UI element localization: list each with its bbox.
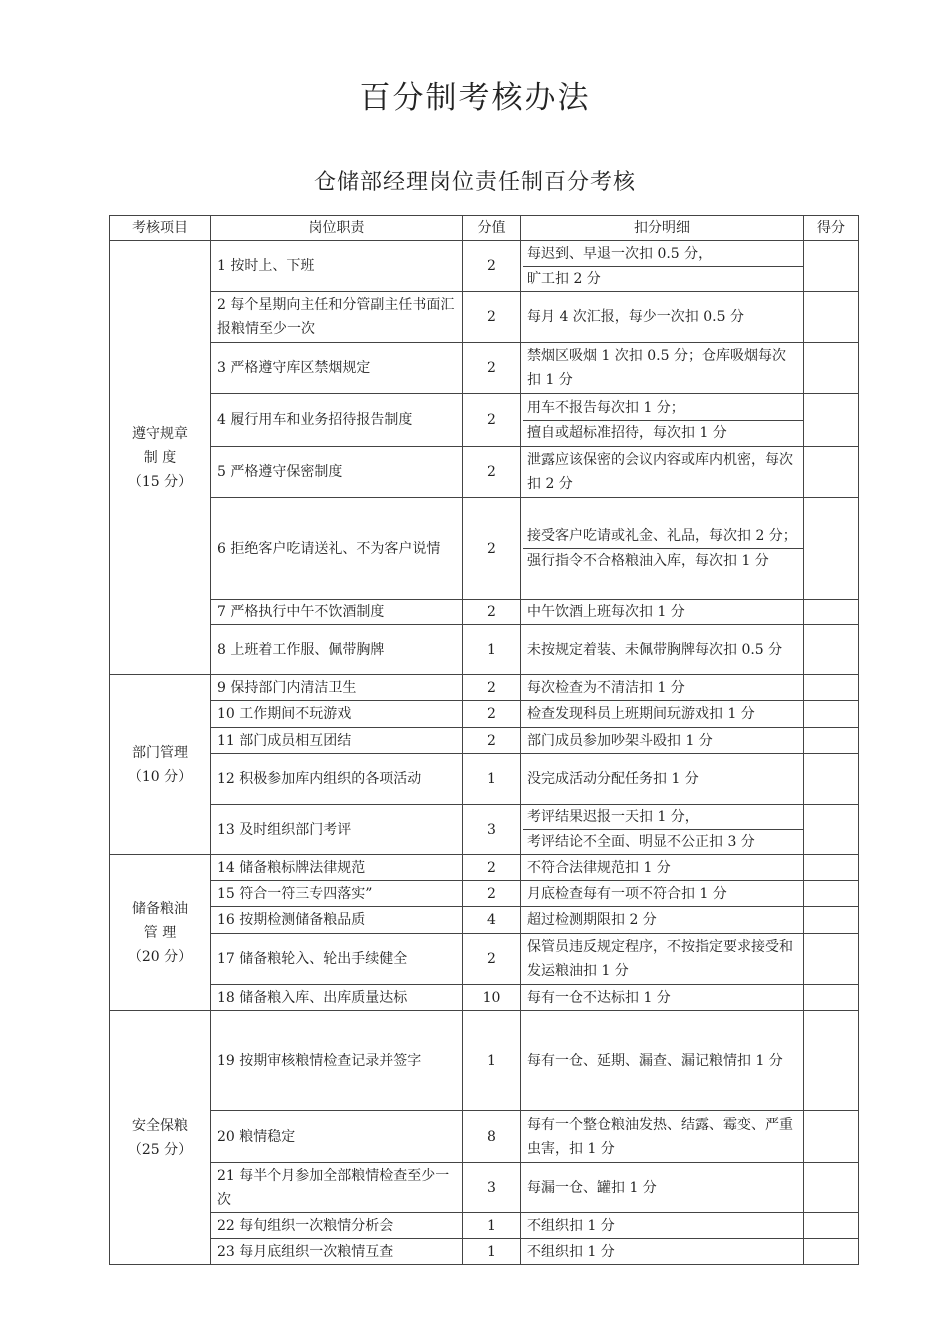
deduction-cell bbox=[521, 701, 804, 728]
deduction-cell bbox=[521, 1011, 804, 1111]
score-cell: 1 bbox=[463, 1011, 521, 1111]
table-row bbox=[110, 985, 859, 1011]
deduction-line: 每月 4 次汇报，每少一次扣 0.5 分 bbox=[527, 309, 744, 325]
score-cell: 2 bbox=[463, 934, 521, 985]
score-cell: 2 bbox=[463, 343, 521, 394]
table-row bbox=[110, 447, 859, 498]
deduction-line: 每漏一仓、罐扣 1 分 bbox=[527, 1179, 657, 1196]
table-row bbox=[110, 1213, 859, 1239]
deduction-line: 考评结果迟报一天扣 1 分， bbox=[523, 805, 803, 830]
table-row bbox=[110, 701, 859, 728]
earned-score-cell[interactable] bbox=[804, 1011, 859, 1111]
deduction-line: 接受客户吃请或礼金、礼品，每次扣 2 分； bbox=[523, 524, 803, 549]
score-cell: 2 bbox=[463, 855, 521, 881]
earned-score-cell[interactable] bbox=[804, 343, 859, 394]
duty-cell: 1 按时上、下班 bbox=[211, 241, 463, 292]
score-cell: 2 bbox=[463, 600, 521, 625]
earned-score-cell[interactable] bbox=[804, 907, 859, 934]
deduction-cell bbox=[521, 600, 804, 625]
table-row bbox=[110, 394, 859, 447]
duty-cell: 11 部门成员相互团结 bbox=[211, 728, 463, 754]
table-row bbox=[110, 754, 859, 805]
earned-score-cell[interactable] bbox=[804, 1163, 859, 1213]
table-row bbox=[110, 881, 859, 907]
deduction-cell bbox=[521, 241, 804, 292]
header-score: 分值 bbox=[463, 216, 521, 241]
duty-cell: 12 积极参加库内组织的各项活动 bbox=[211, 754, 463, 805]
score-cell: 4 bbox=[463, 907, 521, 934]
duty-cell: 9 保持部门内清洁卫生 bbox=[211, 675, 463, 701]
deduction-line: 每有一仓不达标扣 1 分 bbox=[527, 989, 671, 1006]
table-row bbox=[110, 498, 859, 600]
deduction-cell bbox=[521, 805, 804, 855]
deduction-line: 不组织扣 1 分 bbox=[527, 1243, 615, 1260]
score-cell: 2 bbox=[463, 292, 521, 343]
deduction-line: 每有一仓、延期、漏查、漏记粮情扣 1 分 bbox=[527, 1052, 783, 1069]
duty-cell: 10 工作期间不玩游戏 bbox=[211, 701, 463, 728]
deduction-cell bbox=[521, 292, 804, 343]
earned-score-cell[interactable] bbox=[804, 754, 859, 805]
duty-cell: 15 符合一符三专四落实” bbox=[211, 881, 463, 907]
deduction-cell bbox=[521, 855, 804, 881]
earned-score-cell[interactable] bbox=[804, 728, 859, 754]
score-cell: 1 bbox=[463, 1213, 521, 1239]
earned-score-cell[interactable] bbox=[804, 701, 859, 728]
assessment-table bbox=[109, 215, 859, 1265]
deduction-line: 强行指令不合格粮油入库，每次扣 1 分 bbox=[527, 553, 769, 569]
score-cell: 8 bbox=[463, 1111, 521, 1163]
earned-score-cell[interactable] bbox=[804, 1239, 859, 1265]
duty-cell: 21 每半个月参加全部粮情检查至少一次 bbox=[211, 1163, 463, 1213]
deduction-cell bbox=[521, 728, 804, 754]
deduction-cell bbox=[521, 1213, 804, 1239]
deduction-line: 擅自或超标准招待，每次扣 1 分 bbox=[527, 424, 727, 441]
category-cell: 遵守规章 制 度 （15 分） bbox=[110, 241, 211, 675]
duty-cell: 16 按期检测储备粮品质 bbox=[211, 907, 463, 934]
table-row bbox=[110, 625, 859, 675]
deduction-cell bbox=[521, 498, 804, 600]
table-row bbox=[110, 292, 859, 343]
deduction-line: 用车不报告每次扣 1 分； bbox=[523, 396, 803, 421]
duty-cell: 22 每旬组织一次粮情分析会 bbox=[211, 1213, 463, 1239]
duty-cell: 19 按期审核粮情检查记录并签字 bbox=[211, 1011, 463, 1111]
deduction-line: 没完成活动分配任务扣 1 分 bbox=[527, 771, 699, 787]
earned-score-cell[interactable] bbox=[804, 855, 859, 881]
duty-cell: 23 每月底组织一次粮情互查 bbox=[211, 1239, 463, 1265]
score-cell: 2 bbox=[463, 675, 521, 701]
category-cell: 安全保粮 （25 分） bbox=[110, 1011, 211, 1265]
table-row bbox=[110, 728, 859, 754]
deduction-cell bbox=[521, 1163, 804, 1213]
page-subtitle: 仓储部经理岗位责任制百分考核 bbox=[313, 170, 636, 195]
table-row bbox=[110, 1111, 859, 1163]
duty-cell: 4 履行用车和业务招待报告制度 bbox=[211, 394, 463, 447]
header-category: 考核项目 bbox=[110, 216, 211, 241]
earned-score-cell[interactable] bbox=[804, 241, 859, 292]
deduction-line: 超过检测期限扣 2 分 bbox=[527, 912, 657, 928]
table-row bbox=[110, 241, 859, 292]
duty-cell: 14 储备粮标牌法律规范 bbox=[211, 855, 463, 881]
duty-cell: 7 严格执行中午不饮酒制度 bbox=[211, 600, 463, 625]
earned-score-cell[interactable] bbox=[804, 625, 859, 675]
deduction-line: 每迟到、早退一次扣 0.5 分， bbox=[523, 242, 803, 267]
deduction-line: 考评结论不全面、明显不公正扣 3 分 bbox=[527, 834, 755, 850]
score-cell: 3 bbox=[463, 805, 521, 855]
duty-cell: 5 严格遵守保密制度 bbox=[211, 447, 463, 498]
table-row bbox=[110, 1163, 859, 1213]
deduction-line: 泄露应该保密的会议内容或库内机密，每次扣 2 分 bbox=[527, 452, 793, 492]
duty-cell: 6 拒绝客户吃请送礼、不为客户说情 bbox=[211, 498, 463, 600]
score-cell: 2 bbox=[463, 881, 521, 907]
table-row bbox=[110, 805, 859, 855]
duty-cell: 18 储备粮入库、出库质量达标 bbox=[211, 985, 463, 1011]
score-cell: 2 bbox=[463, 701, 521, 728]
table-row bbox=[110, 1011, 859, 1111]
header-earned: 得分 bbox=[804, 216, 859, 241]
table-row bbox=[110, 1239, 859, 1265]
earned-score-cell[interactable] bbox=[804, 600, 859, 625]
deduction-cell bbox=[521, 907, 804, 934]
deduction-line: 月底检查每有一项不符合扣 1 分 bbox=[527, 885, 727, 902]
earned-score-cell[interactable] bbox=[804, 498, 859, 600]
table-body bbox=[110, 241, 859, 1265]
deduction-cell bbox=[521, 675, 804, 701]
earned-score-cell[interactable] bbox=[804, 1111, 859, 1163]
earned-score-cell[interactable] bbox=[804, 934, 859, 985]
earned-score-cell[interactable] bbox=[804, 394, 859, 447]
category-cell: 储备粮油 管 理 （20 分） bbox=[110, 855, 211, 1011]
deduction-line: 不组织扣 1 分 bbox=[527, 1217, 615, 1234]
earned-score-cell[interactable] bbox=[804, 675, 859, 701]
deduction-line: 未按规定着装、未佩带胸牌每次扣 0.5 分 bbox=[527, 641, 783, 658]
score-cell: 2 bbox=[463, 241, 521, 292]
deduction-cell bbox=[521, 447, 804, 498]
earned-score-cell[interactable] bbox=[804, 805, 859, 855]
earned-score-cell[interactable] bbox=[804, 447, 859, 498]
duty-cell: 13 及时组织部门考评 bbox=[211, 805, 463, 855]
page-title: 百分制考核办法 bbox=[359, 80, 591, 116]
earned-score-cell[interactable] bbox=[804, 881, 859, 907]
header-deduction: 扣分明细 bbox=[521, 216, 804, 241]
deduction-cell bbox=[521, 985, 804, 1011]
table-row bbox=[110, 855, 859, 881]
deduction-cell bbox=[521, 934, 804, 985]
score-cell: 3 bbox=[463, 1163, 521, 1213]
deduction-cell bbox=[521, 394, 804, 447]
score-cell: 2 bbox=[463, 728, 521, 754]
header-duty: 岗位职责 bbox=[211, 216, 463, 241]
score-cell: 2 bbox=[463, 394, 521, 447]
deduction-cell bbox=[521, 754, 804, 805]
deduction-cell bbox=[521, 881, 804, 907]
earned-score-cell[interactable] bbox=[804, 1213, 859, 1239]
table-row bbox=[110, 600, 859, 625]
duty-cell: 20 粮情稳定 bbox=[211, 1111, 463, 1163]
deduction-line: 禁烟区吸烟 1 次扣 0.5 分；仓库吸烟每次扣 1 分 bbox=[527, 348, 786, 388]
table-row bbox=[110, 934, 859, 985]
table-header-row bbox=[110, 216, 859, 241]
deduction-line: 每次检查为不清洁扣 1 分 bbox=[527, 679, 685, 696]
deduction-cell bbox=[521, 625, 804, 675]
deduction-cell bbox=[521, 1111, 804, 1163]
duty-cell: 17 储备粮轮入、轮出手续健全 bbox=[211, 934, 463, 985]
deduction-line: 不符合法律规范扣 1 分 bbox=[527, 859, 671, 876]
deduction-line: 旷工扣 2 分 bbox=[527, 270, 601, 287]
category-cell: 部门管理 （10 分） bbox=[110, 675, 211, 855]
deduction-cell bbox=[521, 1239, 804, 1265]
score-cell: 2 bbox=[463, 498, 521, 600]
duty-cell: 2 每个星期向主任和分管副主任书面汇报粮情至少一次 bbox=[211, 292, 463, 343]
deduction-cell bbox=[521, 343, 804, 394]
deduction-line: 中午饮酒上班每次扣 1 分 bbox=[527, 604, 685, 620]
earned-score-cell[interactable] bbox=[804, 985, 859, 1011]
deduction-line: 检查发现科员上班期间玩游戏扣 1 分 bbox=[527, 706, 755, 722]
table-row bbox=[110, 675, 859, 701]
deduction-line: 保管员违反规定程序，不按指定要求接受和发运粮油扣 1 分 bbox=[527, 939, 793, 979]
duty-cell: 8 上班着工作服、佩带胸牌 bbox=[211, 625, 463, 675]
score-cell: 2 bbox=[463, 447, 521, 498]
deduction-line: 每有一个整仓粮油发热、结露、霉变、严重虫害，扣 1 分 bbox=[527, 1116, 793, 1157]
score-cell: 1 bbox=[463, 1239, 521, 1265]
earned-score-cell[interactable] bbox=[804, 292, 859, 343]
duty-cell: 3 严格遵守库区禁烟规定 bbox=[211, 343, 463, 394]
score-cell: 1 bbox=[463, 754, 521, 805]
deduction-line: 部门成员参加吵架斗殴扣 1 分 bbox=[527, 732, 713, 749]
score-cell: 10 bbox=[463, 985, 521, 1011]
table-row bbox=[110, 343, 859, 394]
table-row bbox=[110, 907, 859, 934]
score-cell: 1 bbox=[463, 625, 521, 675]
